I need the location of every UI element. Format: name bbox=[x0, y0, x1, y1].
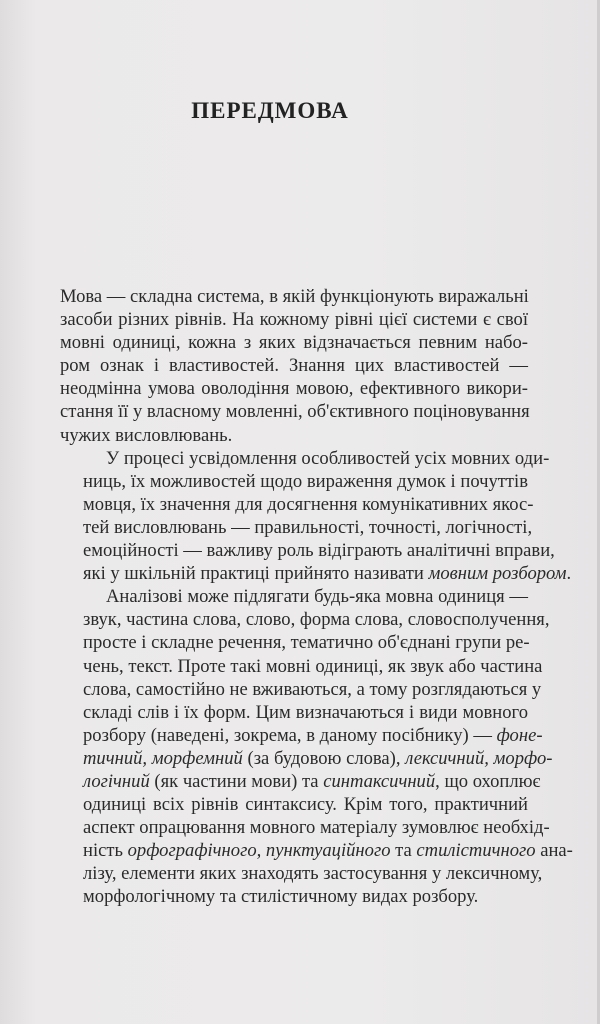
text-line: чень, текст. Проте такі мовні одиниці, як звук або частина bbox=[83, 655, 543, 677]
term-italic: тичний, морфемний bbox=[83, 747, 243, 769]
text-run: , що охоплює bbox=[435, 770, 541, 792]
text-line: слова, самостійно не вживаються, а тому розглядаються у bbox=[83, 678, 542, 700]
text-line: засоби різних рівнів. На кожному рівні цієї системи є свої bbox=[60, 309, 528, 331]
text-line: аспект опрацювання мовного матеріалу зумовлює необхід- bbox=[83, 817, 550, 839]
text-line bbox=[60, 770, 541, 793]
text-line: звук, частина слова, слово, форма слова, словосполучення, bbox=[83, 609, 550, 631]
paragraph-2 bbox=[60, 447, 572, 586]
text-line: У процесі усвідомлення особливостей усіх мовних оди- bbox=[106, 447, 550, 469]
text-line: Мова — складна система, в якій функціонують виражальні bbox=[60, 286, 529, 307]
term-italic: стилістичного bbox=[416, 840, 536, 862]
text-run: ана- bbox=[535, 840, 573, 862]
term-italic: лексичний, морфо- bbox=[405, 747, 553, 769]
text-line: лізу, елементи яких знаходять застосування у лексичному, bbox=[83, 863, 543, 885]
text-line bbox=[60, 747, 553, 770]
text-run: (за будовою слова), bbox=[242, 747, 406, 769]
term-italic: орфографічного, пунктуаційного bbox=[127, 840, 391, 862]
text-line: ром ознак і властивостей. Знання цих властивостей — bbox=[60, 355, 528, 377]
text-line: просте і складне речення, тематично об'єднані групи ре- bbox=[83, 632, 530, 654]
text-line: Аналізові може підлягати будь-яка мовна одиниця — bbox=[106, 586, 528, 608]
text-run: та bbox=[390, 840, 417, 862]
term-italic: логічний bbox=[83, 770, 150, 792]
text-run: які у шкільній практиці прийнято називати bbox=[83, 563, 429, 585]
term-italic: мовним розбором bbox=[428, 563, 567, 585]
text-line: одиниці всіх рівнів синтаксису. Крім того, практичний bbox=[83, 794, 528, 816]
paragraph-1 bbox=[60, 285, 528, 447]
text-line bbox=[60, 562, 572, 585]
page-title: ПЕРЕДМОВА bbox=[191, 98, 349, 123]
text-line: мовця, їх значення для досягнення комунікативних якос- bbox=[83, 493, 534, 515]
text-line: стання її у власному мовленні, об'єктивного поціновування bbox=[60, 401, 530, 423]
text-run: (як частини мови) та bbox=[149, 770, 324, 792]
preface-text bbox=[60, 285, 573, 909]
term-italic: фоне- bbox=[496, 724, 543, 746]
term-italic: синтаксичний bbox=[323, 770, 436, 792]
text-line: морфологічному та стилістичному видах розбору. bbox=[83, 886, 479, 908]
paragraph-3 bbox=[60, 585, 573, 908]
text-line: мовні одиниці, кожна з яких відзначається певним набо- bbox=[60, 332, 528, 354]
text-line: тей висловлювань — правильності, точності, логічності, bbox=[83, 516, 533, 538]
text-line: складі слів і їх форм. Цим визначаються і види мовного bbox=[83, 701, 528, 723]
text-run: ність bbox=[83, 840, 128, 862]
text-run: . bbox=[566, 563, 572, 585]
text-line: неодмінна умова оволодіння мовою, ефективного викори- bbox=[60, 378, 528, 400]
text-run: розбору (наведені, зокрема, в даному посібнику) — bbox=[83, 724, 497, 746]
text-line: ниць, їх можливостей щодо вираження думок і почуттів bbox=[83, 470, 528, 492]
text-line: емоційності — важливу роль відіграють аналітичні вправи, bbox=[83, 540, 555, 562]
text-line bbox=[60, 724, 543, 747]
text-line: чужих висловлювань. bbox=[60, 424, 233, 446]
text-line bbox=[60, 839, 573, 862]
